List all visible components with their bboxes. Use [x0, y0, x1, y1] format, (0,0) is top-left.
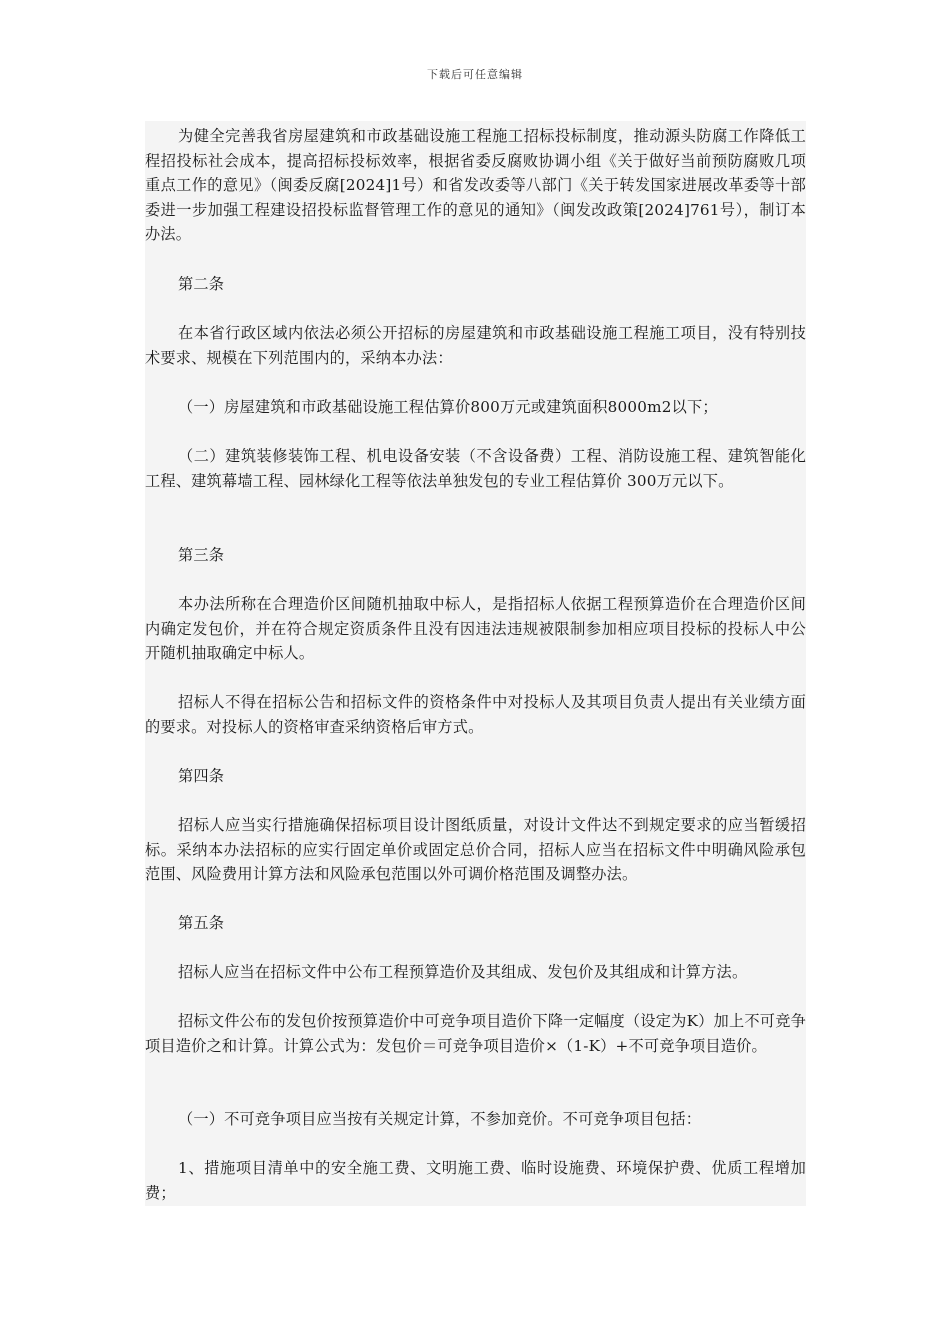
paragraph: 在本省行政区域内依法必须公开招标的房屋建筑和市政基础设施工程施工项目，没有特别技术要求、规模在下列范围内的，采纳本办法：	[145, 324, 806, 367]
document-body	[145, 121, 806, 1206]
article-heading: 第二条	[178, 275, 225, 293]
page-header: 下载后可任意编辑	[427, 68, 523, 81]
article-heading: 第四条	[178, 767, 225, 785]
article-heading: 第三条	[178, 546, 225, 564]
paragraph: 招标人应当在招标文件中公布工程预算造价及其组成、发包价及其组成和计算方法。	[178, 963, 748, 981]
list-item: 1、措施项目清单中的安全施工费、文明施工费、临时设施费、环境保护费、优质工程增加费；	[145, 1159, 806, 1202]
list-item: （一）房屋建筑和市政基础设施工程估算价800万元或建筑面积8000m2以下；	[178, 398, 718, 416]
list-item: （二）建筑装修装饰工程、机电设备安装（不含设备费）工程、消防设施工程、建筑智能化工程、建筑幕墙工程、园林绿化工程等依法单独发包的专业工程估算价 300万元以下。	[145, 447, 806, 490]
list-item: （一）不可竞争项目应当按有关规定计算，不参加竞价。不可竞争项目包括：	[178, 1110, 702, 1128]
paragraph: 本办法所称在合理造价区间随机抽取中标人，是指招标人依据工程预算造价在合理造价区间内确定发包价，并在符合规定资质条件且没有因违法违规被限制参加相应项目投标的投标人中公开随机抽取确定中标人。	[145, 595, 806, 662]
paragraph: 招标人应当实行措施确保招标项目设计图纸质量，对设计文件达不到规定要求的应当暂缓招标。采纳本办法招标的应实行固定单价或固定总价合同，招标人应当在招标文件中明确风险承包范围、风险费用计算方法和风险承包范围以外可调价格范围及调整办法。	[145, 816, 806, 883]
paragraph: 招标人不得在招标公告和招标文件的资格条件中对投标人及其项目负责人提出有关业绩方面的要求。对投标人的资格审查采纳资格后审方式。	[145, 693, 806, 736]
article-heading: 第五条	[178, 914, 225, 932]
intro-paragraph: 为健全完善我省房屋建筑和市政基础设施工程施工招标投标制度，推动源头防腐工作降低工程招投标社会成本，提高招标投标效率，根据省委反腐败协调小组《关于做好当前预防腐败几项重点工作的意见》（闽委反腐[2024]1号）和省发改委等八部门《关于转发国家进展改革委等十部委进一步加强工程建设招投标监督管理工作的意见的通知》（闽发改政策[2024]761号），制订本办法。	[145, 127, 806, 243]
paragraph: 招标文件公布的发包价按预算造价中可竞争项目造价下降一定幅度（设定为K）加上不可竞争项目造价之和计算。计算公式为：发包价＝可竞争项目造价×（1-K）+不可竞争项目造价。	[145, 1012, 806, 1055]
